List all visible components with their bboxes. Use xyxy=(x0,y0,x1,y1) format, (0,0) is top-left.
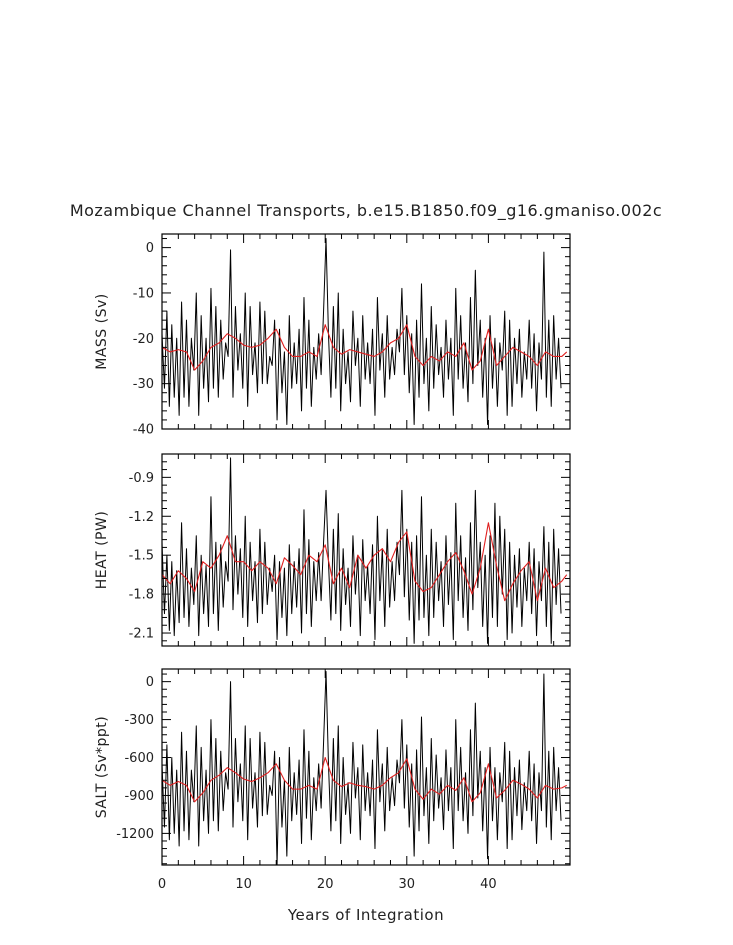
mass-series-raw-line xyxy=(162,239,561,425)
mass-ytick-label: -10 xyxy=(132,286,154,302)
salt-xtick-label: 30 xyxy=(398,877,416,892)
salt-xtick-label: 20 xyxy=(316,877,334,892)
mass-ytick-label: -40 xyxy=(132,422,154,438)
heat-y-axis-label: HEAT (PW) xyxy=(94,510,110,590)
salt-y-axis-label: SALT (Sv*ppt) xyxy=(94,715,110,819)
mass-ytick-label: -30 xyxy=(132,377,154,393)
salt-xtick-label: 0 xyxy=(157,877,167,892)
heat-ytick-label: -1.5 xyxy=(128,548,154,564)
salt-ytick-label: -300 xyxy=(124,713,154,729)
heat-plot-frame xyxy=(162,454,570,646)
x-axis-label: Years of Integration xyxy=(287,906,445,924)
heat-panel xyxy=(94,454,570,646)
mass-plot-frame xyxy=(162,234,570,429)
heat-ytick-label: -0.9 xyxy=(128,470,154,486)
heat-series-raw-line xyxy=(162,458,561,644)
heat-ytick-label: -1.8 xyxy=(128,587,154,603)
chart-panels xyxy=(94,234,570,892)
chart-title: Mozambique Channel Transports, b.e15.B1850.f09_g16.gmaniso.002c xyxy=(69,201,663,220)
heat-ytick-label: -2.1 xyxy=(128,626,154,642)
heat-ytick-label: -1.2 xyxy=(128,509,154,525)
salt-xtick-label: 10 xyxy=(235,877,252,892)
mass-ytick-label: -20 xyxy=(132,331,154,347)
mass-panel xyxy=(94,234,570,438)
salt-ytick-label: -900 xyxy=(124,788,154,804)
salt-panel xyxy=(94,669,570,892)
salt-series-raw-line xyxy=(162,672,561,865)
salt-xtick-label: 40 xyxy=(480,877,497,892)
salt-ytick-label: -1200 xyxy=(116,826,154,842)
salt-ytick-label: -600 xyxy=(124,751,154,767)
salt-ytick-label: 0 xyxy=(145,675,154,691)
mass-ytick-label: 0 xyxy=(145,241,154,257)
mass-y-axis-label: MASS (Sv) xyxy=(94,293,110,370)
